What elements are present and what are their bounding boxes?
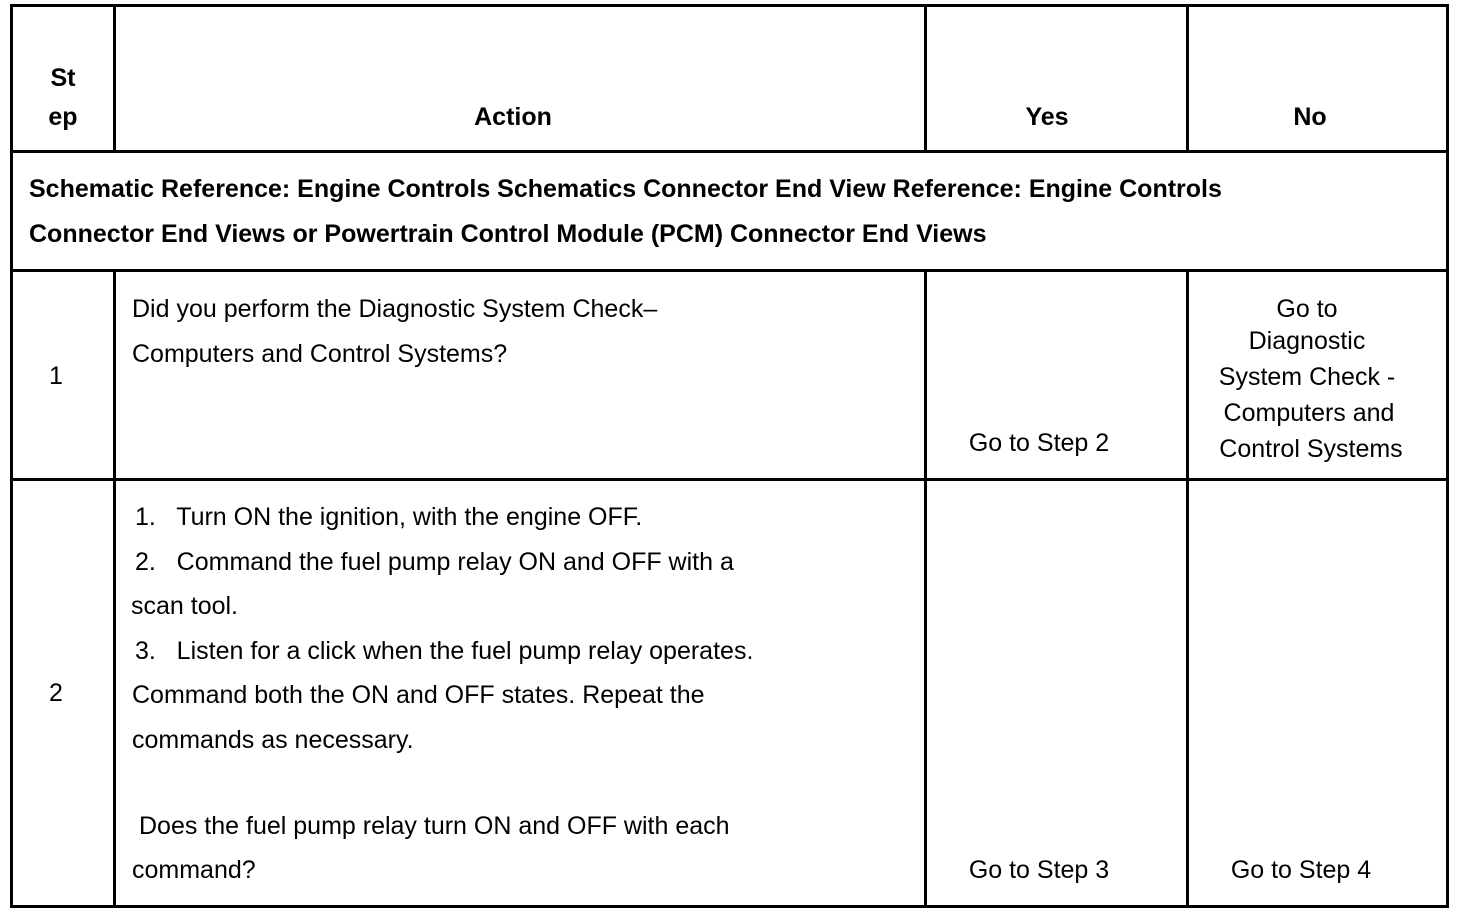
step-number: 1: [49, 362, 63, 390]
step-number: 2: [49, 679, 63, 707]
table-border-right: [1446, 4, 1449, 908]
yes-result: Go to Step 3: [968, 856, 1110, 884]
action-text-line: 2. Command the fuel pump relay ON and OFF with a: [135, 548, 734, 576]
action-question-line: Does the fuel pump relay turn ON and OFF with each: [139, 812, 730, 840]
header-action: Action: [474, 103, 552, 131]
no-result-line: System Check -: [1218, 363, 1396, 391]
action-text-line: Computers and Control Systems?: [132, 340, 508, 368]
no-result-line: Go to: [1276, 295, 1338, 323]
table-border-top: [10, 4, 1449, 7]
header-step-line-2: ep: [48, 103, 78, 131]
header-divider: [10, 150, 1449, 153]
no-result: Go to Step 4: [1230, 856, 1372, 884]
no-result-line: Computers and: [1223, 399, 1395, 427]
schematic-reference-line-1: Schematic Reference: Engine Controls Schematics Connector End View Reference: Engine Controls: [29, 175, 1222, 203]
col-divider-yes: [1186, 4, 1189, 153]
table-border-bottom: [10, 905, 1449, 908]
col-divider-step: [113, 4, 116, 153]
action-text-line: scan tool.: [131, 592, 239, 620]
yes-result: Go to Step 2: [968, 429, 1110, 457]
reference-divider: [10, 269, 1449, 272]
action-text-line: commands as necessary.: [132, 726, 414, 754]
action-text-line: 1. Turn ON the ignition, with the engine OFF.: [135, 503, 643, 531]
header-yes: Yes: [1025, 103, 1069, 131]
schematic-reference-line-2: Connector End Views or Powertrain Control Module (PCM) Connector End Views: [29, 220, 987, 248]
header-step-line-1: St: [50, 64, 76, 92]
header-no: No: [1293, 103, 1327, 131]
table-border-left: [10, 4, 13, 908]
action-text-line: Did you perform the Diagnostic System Check–: [132, 295, 658, 323]
col-divider-action: [924, 269, 927, 908]
row-divider: [10, 478, 1449, 481]
no-result-line: Control Systems: [1219, 435, 1403, 463]
action-question-line: command?: [132, 856, 256, 884]
col-divider-action: [924, 4, 927, 153]
action-text-line: 3. Listen for a click when the fuel pump relay operates.: [135, 637, 754, 665]
action-text-line: Command both the ON and OFF states. Repeat the: [132, 681, 705, 709]
col-divider-step: [113, 269, 116, 908]
no-result-line: Diagnostic: [1248, 327, 1366, 355]
